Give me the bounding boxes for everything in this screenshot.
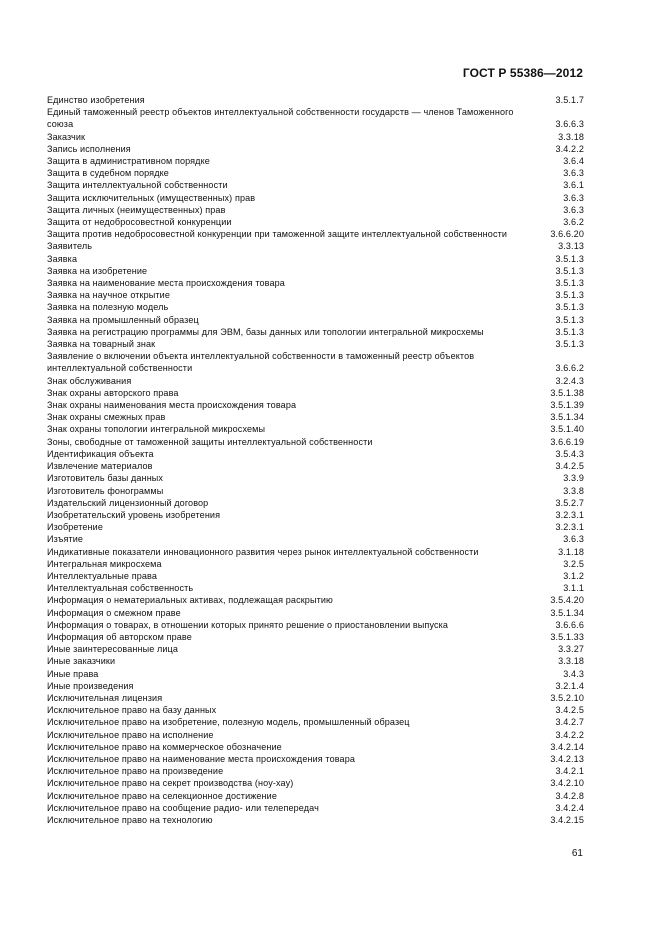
index-term: Заявка на изобретение — [47, 265, 148, 276]
index-term: Единый таможенный реестр объектов интеллектуальной собственности государств — членов Таможенного союза — [47, 107, 514, 130]
index-entry — [47, 472, 584, 484]
index-entry — [47, 631, 584, 643]
index-entry — [47, 338, 584, 350]
index-reference: 3.3.18 — [558, 131, 584, 142]
index-entry — [47, 216, 584, 228]
index-term: Идентификация объекта — [47, 448, 154, 459]
index-reference: 3.6.6.3 — [555, 119, 584, 130]
index-reference: 3.4.2.10 — [550, 778, 584, 789]
index-term: Извлечение материалов — [47, 461, 153, 472]
index-entry — [47, 497, 584, 509]
index-reference: 3.3.27 — [558, 644, 584, 655]
index-term: Заявка на промышленный образец — [47, 314, 199, 325]
index-term: Интеллектуальные права — [47, 570, 157, 581]
index-reference: 3.5.1.3 — [555, 290, 584, 301]
index-entry — [47, 753, 584, 765]
index-reference: 3.5.1.34 — [550, 607, 584, 618]
index-entry — [47, 716, 584, 728]
index-reference: 3.5.1.40 — [550, 424, 584, 435]
index-term: Информация о нематериальных активах, подлежащая раскрытию — [47, 595, 333, 606]
index-term: Исключительное право на секрет производства (ноу-хау) — [47, 778, 294, 789]
index-reference: 3.3.18 — [558, 656, 584, 667]
index-reference: 3.6.3 — [563, 534, 584, 545]
index-reference: 3.4.2.2 — [555, 143, 584, 154]
index-reference: 3.4.3 — [563, 668, 584, 679]
index-term: Исключительное право на произведение — [47, 766, 224, 777]
index-term: Заявка на научное открытие — [47, 290, 170, 301]
index-term: Исключительное право на селекционное достижение — [47, 790, 278, 801]
index-reference: 3.5.1.3 — [555, 278, 584, 289]
index-entry — [47, 570, 584, 582]
index-entry — [47, 485, 584, 497]
index-entry — [47, 204, 584, 216]
index-reference: 3.5.1.34 — [550, 412, 584, 423]
index-reference: 3.5.4.3 — [555, 448, 584, 459]
index-entry — [47, 436, 584, 448]
index-entry — [47, 533, 584, 545]
index-entry — [47, 558, 584, 570]
index-reference: 3.3.9 — [563, 473, 584, 484]
index-entry — [47, 143, 584, 155]
index-reference: 3.5.1.39 — [550, 400, 584, 411]
index-entry — [47, 314, 584, 326]
index-reference: 3.5.1.38 — [550, 387, 584, 398]
index-term: Заявка на товарный знак — [47, 339, 156, 350]
index-term: Заказчик — [47, 131, 86, 142]
index-entry — [47, 240, 584, 252]
index-entry — [47, 301, 584, 313]
index-entry — [47, 802, 584, 814]
index-reference: 3.6.1 — [563, 180, 584, 191]
index-entry — [47, 131, 584, 143]
index-reference: 3.6.6.6 — [555, 619, 584, 630]
index-reference: 3.4.2.2 — [555, 729, 584, 740]
index-term: Иные заинтересованные лица — [47, 644, 179, 655]
index-term: Единство изобретения — [47, 95, 145, 105]
index-term: Заявка на полезную модель — [47, 302, 169, 313]
index-entry — [47, 521, 584, 533]
index-term: Знак охраны топологии интегральной микросхемы — [47, 424, 266, 435]
index-term: Издательский лицензионный договор — [47, 497, 209, 508]
index-term: Знак охраны наименования места происхождения товара — [47, 400, 297, 411]
index-term: Знак охраны смежных прав — [47, 412, 166, 423]
index-term: Защита в административном порядке — [47, 156, 210, 167]
index-entry — [47, 423, 584, 435]
index-reference: 3.4.2.5 — [555, 705, 584, 716]
index-entry — [47, 607, 584, 619]
index-term: Изобретательский уровень изобретения — [47, 509, 221, 520]
index-reference: 3.4.2.14 — [550, 741, 584, 752]
index-entry — [47, 619, 584, 631]
document-title: ГОСТ Р 55386—2012 — [462, 66, 583, 80]
index-entry — [47, 350, 584, 374]
index-term: Изобретение — [47, 522, 103, 533]
index-reference: 3.5.1.33 — [550, 631, 584, 642]
index-reference: 3.2.4.3 — [555, 375, 584, 386]
index-entry — [47, 668, 584, 680]
index-entry — [47, 277, 584, 289]
index-term: Защита личных (неимущественных) прав — [47, 204, 226, 215]
index-reference: 3.1.18 — [558, 546, 584, 557]
index-reference: 3.6.2 — [563, 217, 584, 228]
index-term: Иные произведения — [47, 680, 134, 691]
index-reference: 3.6.3 — [563, 204, 584, 215]
index-term: Индикативные показатели инновационного развития через рынок интеллектуальной собственности — [47, 546, 479, 557]
index-entry — [47, 289, 584, 301]
index-reference: 3.6.6.19 — [550, 436, 584, 447]
index-entry — [47, 192, 584, 204]
index-reference: 3.5.1.3 — [555, 302, 584, 313]
index-term: Знак обслуживания — [47, 375, 132, 386]
index-term: Иные права — [47, 668, 99, 679]
index-term: Исключительное право на исполнение — [47, 729, 214, 740]
index-term: Исключительное право на базу данных — [47, 705, 217, 716]
index-entry — [47, 399, 584, 411]
index-entry — [47, 179, 584, 191]
index-entry — [47, 228, 584, 240]
index-entry — [47, 741, 584, 753]
index-term: Исключительное право на сообщение радио- или телепередач — [47, 802, 319, 813]
index-term: Защита от недобросовестной конкуренции — [47, 217, 232, 228]
index-entry — [47, 777, 584, 789]
index-term: Заявка на наименование места происхождения товара — [47, 278, 285, 289]
index-entry — [47, 375, 584, 387]
index-term: Исключительное право на наименование места происхождения товара — [47, 753, 356, 764]
index-reference: 3.1.2 — [563, 570, 584, 581]
index-reference: 3.5.2.10 — [550, 692, 584, 703]
index-entry — [47, 692, 584, 704]
index-term: Исключительная лицензия — [47, 692, 163, 703]
index-entry — [47, 582, 584, 594]
index-term: Знак охраны авторского права — [47, 387, 179, 398]
index-reference: 3.2.3.1 — [555, 522, 584, 533]
index-term: Зоны, свободные от таможенной защиты интеллектуальной собственности — [47, 436, 373, 447]
index-entry — [47, 729, 584, 741]
index-term: Интеллектуальная собственность — [47, 583, 194, 594]
index-term: Защита интеллектуальной собственности — [47, 180, 228, 191]
index-reference: 3.1.1 — [563, 583, 584, 594]
index-reference: 3.4.2.7 — [555, 717, 584, 728]
index-entry — [47, 814, 584, 826]
index-reference: 3.6.3 — [563, 192, 584, 203]
index-term: Запись исполнения — [47, 143, 131, 154]
index-reference: 3.6.6.2 — [555, 363, 584, 374]
index-reference: 3.4.2.15 — [550, 814, 584, 825]
index-reference: 3.5.1.3 — [555, 326, 584, 337]
index-reference: 3.4.2.13 — [550, 753, 584, 764]
index-term: Информация о смежном праве — [47, 607, 181, 618]
index-entry — [47, 594, 584, 606]
index-reference: 3.5.1.3 — [555, 265, 584, 276]
index-entry — [47, 546, 584, 558]
index-reference: 3.6.6.20 — [550, 229, 584, 240]
index-reference: 3.6.3 — [563, 168, 584, 179]
index-term: Исключительное право на технологию — [47, 814, 213, 825]
index-entry — [47, 253, 584, 265]
page-number: 61 — [571, 848, 583, 859]
index-term: Изготовитель базы данных — [47, 473, 164, 484]
index-entry — [47, 265, 584, 277]
index-term: Защита в судебном порядке — [47, 168, 169, 179]
index-entry — [47, 765, 584, 777]
index-reference: 3.4.2.5 — [555, 461, 584, 472]
index-reference: 3.5.1.3 — [555, 339, 584, 350]
index-entry — [47, 704, 584, 716]
index-reference: 3.5.1.3 — [555, 253, 584, 264]
index-term: Защита исключительных (имущественных) прав — [47, 192, 256, 203]
index-term: Информация о товарах, в отношении которых принято решение о приостановлении выпуска — [47, 619, 449, 630]
index-reference: 3.2.3.1 — [555, 509, 584, 520]
index-entry — [47, 155, 584, 167]
index-term: Исключительное право на коммерческое обозначение — [47, 741, 282, 752]
index-entry — [47, 655, 584, 667]
index-entry — [47, 387, 584, 399]
index-entry — [47, 448, 584, 460]
index-entry — [47, 167, 584, 179]
index-reference: 3.4.2.8 — [555, 790, 584, 801]
index-reference: 3.5.2.7 — [555, 497, 584, 508]
index-term: Изъятие — [47, 534, 84, 545]
index-reference: 3.6.4 — [563, 156, 584, 167]
index-entry — [47, 326, 584, 338]
index-entry — [47, 411, 584, 423]
index-reference: 3.5.4.20 — [550, 595, 584, 606]
index-term: Иные заказчики — [47, 656, 116, 667]
index-reference: 3.4.2.4 — [555, 802, 584, 813]
index-entry — [47, 94, 584, 106]
index-reference: 3.4.2.1 — [555, 766, 584, 777]
index-entry — [47, 643, 584, 655]
index-reference: 3.2.5 — [563, 558, 584, 569]
index-term: Заявление о включении объекта интеллектуальной собственности в таможенный реестр объектов интеллектуальной собственности — [47, 351, 475, 374]
index-entry — [47, 509, 584, 521]
index-term: Интегральная микросхема — [47, 558, 162, 569]
index-list — [47, 94, 584, 826]
index-entry — [47, 106, 584, 130]
index-term: Информация об авторском праве — [47, 631, 192, 642]
index-entry — [47, 680, 584, 692]
index-term: Исключительное право на изобретение, полезную модель, промышленный образец — [47, 717, 410, 728]
index-reference: 3.3.8 — [563, 485, 584, 496]
index-reference: 3.5.1.3 — [555, 314, 584, 325]
index-term: Заявитель — [47, 241, 93, 252]
index-term: Изготовитель фонограммы — [47, 485, 164, 496]
index-reference: 3.5.1.7 — [555, 95, 584, 105]
index-reference: 3.3.13 — [558, 241, 584, 252]
index-term: Заявка на регистрацию программы для ЭВМ, базы данных или топологии интегральной микросхемы — [47, 326, 484, 337]
index-entry — [47, 460, 584, 472]
index-term: Заявка — [47, 253, 78, 264]
index-term: Защита против недобросовестной конкуренции при таможенной защите интеллектуальной собственности — [47, 229, 508, 240]
index-entry — [47, 790, 584, 802]
index-reference: 3.2.1.4 — [555, 680, 584, 691]
